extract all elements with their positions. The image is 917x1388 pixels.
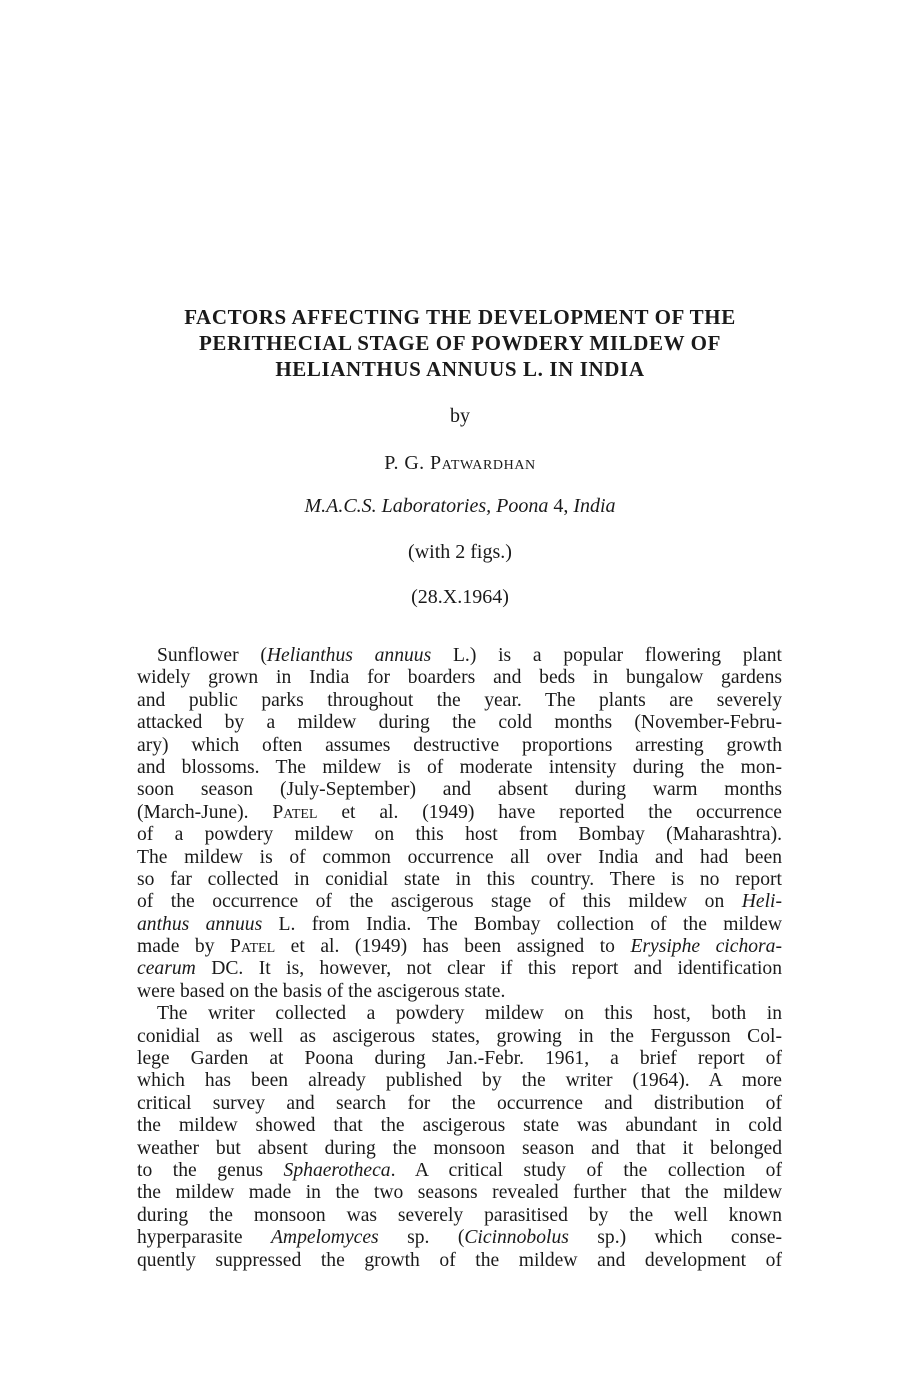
cited-author: Patel xyxy=(230,936,276,958)
text-line: anthus annuus L. from India. The Bombay collection of the mildew xyxy=(137,913,783,935)
text-line: so far collected in conidial state in this country. There is no report xyxy=(137,868,782,890)
text-line: conidial as well as ascigerous states, growing in the Fergusson Col- xyxy=(137,1025,782,1047)
article-title xyxy=(120,304,800,382)
text-line: were based on the basis of the ascigerous state. xyxy=(137,980,506,1002)
text-line: of the occurrence of the ascigerous stage of this mildew on Heli- xyxy=(137,891,782,913)
text-line: critical survey and search for the occurrence and distribution of xyxy=(137,1092,782,1114)
text-line: The mildew is of common occurrence all over India and had been xyxy=(137,846,782,868)
figures-note: (with 2 figs.) xyxy=(408,541,512,563)
title-line: PERITHECIAL STAGE OF POWDERY MILDEW OF xyxy=(198,331,722,355)
paragraph-2 xyxy=(137,1003,782,1272)
cited-author: Patel xyxy=(272,801,318,823)
text-line: hyperparasite Ampelomyces sp. (Cicinnobolus sp.) which conse- xyxy=(137,1227,782,1249)
title-line: HELIANTHUS ANNUUS L. IN INDIA xyxy=(275,357,645,381)
text-line: attacked by a mildew during the cold months (November-Febru- xyxy=(137,712,782,734)
text-line: widely grown in India for boarders and beds in bungalow gardens xyxy=(137,667,782,689)
article-body xyxy=(137,645,782,1272)
text-line: weather but absent during the monsoon season and that it belonged xyxy=(137,1137,782,1159)
text-line: cearum DC. It is, however, not clear if this report and identification xyxy=(137,958,782,980)
text-line: The writer collected a powdery mildew on this host, both in xyxy=(157,1003,782,1025)
text-line: the mildew made in the two seasons revealed further that the mildew xyxy=(137,1182,782,1204)
affiliation-institution: M.A.C.S. Laboratories, Poona xyxy=(304,495,549,517)
author-name xyxy=(120,451,800,475)
text-line: and public parks throughout the year. The plants are severely xyxy=(137,689,782,711)
text-line: the mildew showed that the ascigerous state was abundant in cold xyxy=(137,1115,782,1137)
text-line: which has been already published by the writer (1964). A more xyxy=(137,1070,782,1092)
text-line: made by Patel et al. (1949) has been assigned to Erysiphe cichora- xyxy=(137,936,782,958)
affiliation-country: India xyxy=(573,495,616,517)
byline: by xyxy=(450,405,470,427)
text-line: to the genus Sphaerotheca. A critical study of the collection of xyxy=(137,1159,782,1181)
text-line: quently suppressed the growth of the mildew and development of xyxy=(137,1249,782,1271)
author-surname: Patwardhan xyxy=(429,452,536,474)
text-line: (March-June). Patel et al. (1949) have reported the occurrence xyxy=(137,801,782,823)
author-initials: P. G. xyxy=(384,452,425,474)
text-line: of a powdery mildew on this host from Bombay (Maharashtra). xyxy=(137,824,782,846)
author-affiliation xyxy=(120,494,800,518)
text-line: lege Garden at Poona during Jan.-Febr. 1961, a brief report of xyxy=(137,1048,782,1070)
text-line: during the monsoon was severely parasitised by the well known xyxy=(137,1204,782,1226)
text-line: and blossoms. The mildew is of moderate intensity during the mon- xyxy=(137,756,782,778)
title-line: FACTORS AFFECTING THE DEVELOPMENT OF THE xyxy=(184,305,736,329)
text-line: soon season (July-September) and absent during warm months xyxy=(137,779,782,801)
text-line: ary) which often assumes destructive proportions arresting growth xyxy=(137,734,782,756)
text-line: Sunflower (Helianthus annuus L.) is a popular flowering plant xyxy=(157,645,782,666)
paragraph-1 xyxy=(137,645,782,1003)
affiliation-number: 4, xyxy=(553,495,569,517)
received-date: (28.X.1964) xyxy=(411,586,509,608)
